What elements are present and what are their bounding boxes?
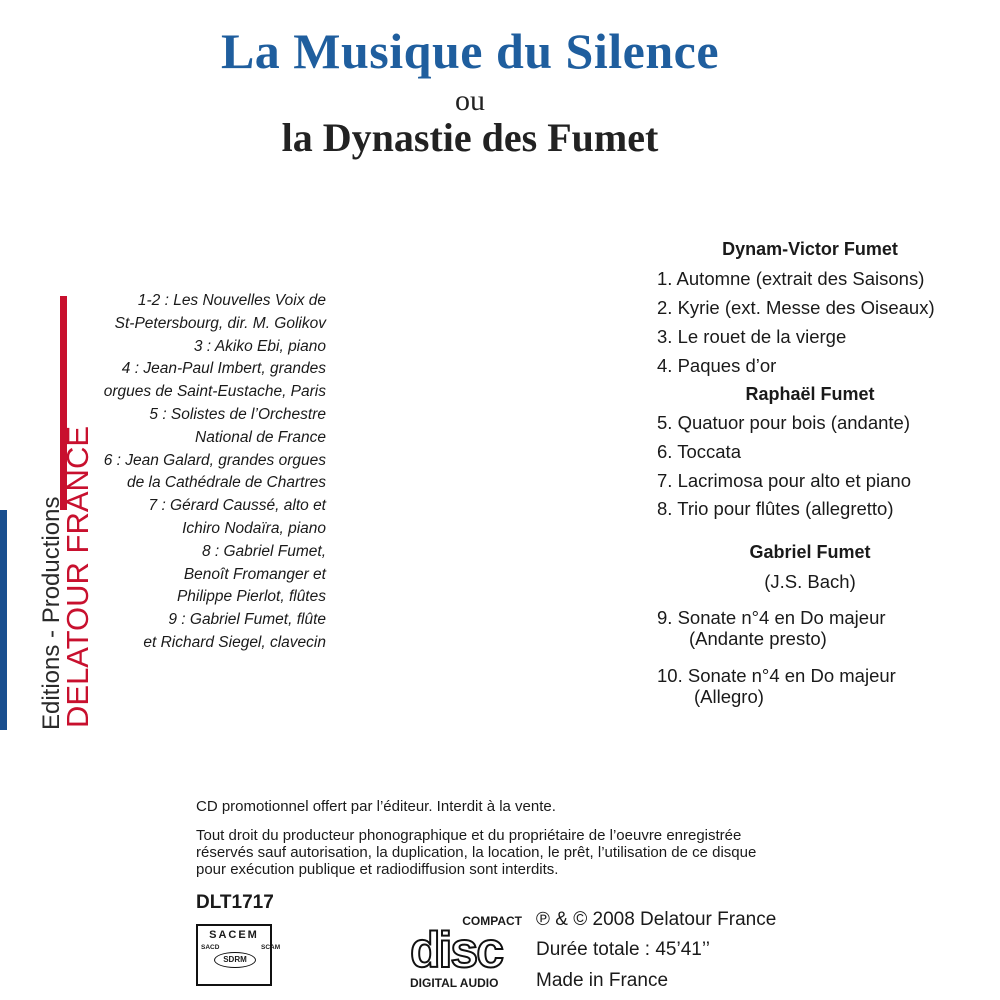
sacd-label: SACD	[201, 944, 220, 951]
composer-heading: Dynam-Victor Fumet	[722, 239, 898, 259]
track-item: 2. Kyrie (ext. Messe des Oiseaux)	[657, 297, 935, 318]
disc-logo-audio: DIGITAL AUDIO	[410, 976, 499, 990]
track-item: 1. Automne (extrait des Saisons)	[657, 268, 925, 289]
performer-line: 4 : Jean-Paul Imbert, grandes	[121, 360, 326, 378]
track-subtitle: (Andante presto)	[689, 628, 827, 649]
performers-list	[60, 290, 326, 655]
performer-line: Ichiro Nodaïra, piano	[182, 519, 326, 537]
track-subtitle: (Allegro)	[694, 686, 764, 707]
performer-line: de la Cathédrale de Chartres	[126, 474, 326, 492]
country-of-origin: Made in France	[536, 970, 669, 991]
arranger-note: (J.S. Bach)	[764, 571, 856, 592]
sacem-logo	[196, 924, 281, 986]
catalog-number: DLT1717	[196, 892, 274, 913]
rights-notice	[196, 827, 856, 878]
rights-line: pour exécution publique et radiodiffusion sont interdits.	[196, 861, 559, 878]
sacem-label: SACEM	[209, 929, 259, 941]
track-item: 5. Quatuor pour bois (andante)	[657, 412, 910, 433]
brand-line-editions: Editions - Productions	[38, 496, 65, 730]
performer-line: 7 : Gérard Caussé, alto et	[148, 497, 326, 515]
composer-heading: Raphaël Fumet	[745, 384, 875, 404]
composer-heading: Gabriel Fumet	[749, 542, 871, 562]
performer-line: Philippe Pierlot, flûtes	[176, 588, 326, 606]
rights-line: réservés sauf autorisation, la duplication, la location, le prêt, l’utilisation de ce disque	[196, 844, 757, 861]
copyright-notice: ℗ & © 2008 Delatour France	[536, 909, 777, 930]
disc-logo-word: disc	[410, 922, 503, 978]
performer-line: National de France	[195, 428, 326, 446]
track-item: 6. Toccata	[657, 441, 741, 462]
title-conjunction: ou	[455, 84, 485, 117]
performer-line: Benoît Fromanger et	[183, 565, 326, 583]
performer-line: 9 : Gabriel Fumet, flûte	[168, 611, 326, 629]
performer-line: 5 : Solistes de l’Orchestre	[149, 405, 326, 423]
rights-line: Tout droit du producteur phonographique et du propriétaire de l’oeuvre enregistrée	[196, 827, 742, 844]
compact-disc-logo	[410, 914, 522, 990]
total-duration: Durée totale : 45’41’’	[536, 939, 710, 960]
album-title: La Musique du Silence	[220, 23, 720, 79]
disc-logo-compact: COMPACT	[462, 914, 522, 928]
brand-line-delatour: DELATOUR FRANCE	[60, 425, 95, 728]
promo-notice: CD promotionnel offert par l’éditeur. Interdit à la vente.	[196, 798, 556, 815]
performer-line: 1-2 : Les Nouvelles Voix de	[137, 292, 326, 309]
brand-blue-bar	[0, 510, 7, 730]
track-item: 10. Sonate n°4 en Do majeur	[657, 665, 896, 686]
track-item: 9. Sonate n°4 en Do majeur	[657, 607, 886, 628]
scam-label: SCAM	[261, 944, 281, 951]
performer-line: 8 : Gabriel Fumet,	[201, 542, 326, 560]
track-item: 4. Paques d’or	[657, 355, 777, 376]
performer-line: 6 : Jean Galard, grandes orgues	[103, 451, 326, 469]
track-item: 7. Lacrimosa pour alto et piano	[657, 470, 912, 491]
performer-line: St-Petersbourg, dir. M. Golikov	[114, 314, 326, 332]
performer-line: et Richard Siegel, clavecin	[143, 633, 326, 651]
track-item: 8. Trio pour flûtes (allegretto)	[657, 498, 894, 519]
album-subtitle: la Dynastie des Fumet	[281, 115, 659, 160]
sdrm-label: SDRM	[214, 952, 256, 968]
track-item: 3. Le rouet de la vierge	[657, 326, 847, 347]
performer-line: orgues de Saint-Eustache, Paris	[103, 383, 326, 401]
performer-line: 3 : Akiko Ebi, piano	[193, 337, 326, 355]
